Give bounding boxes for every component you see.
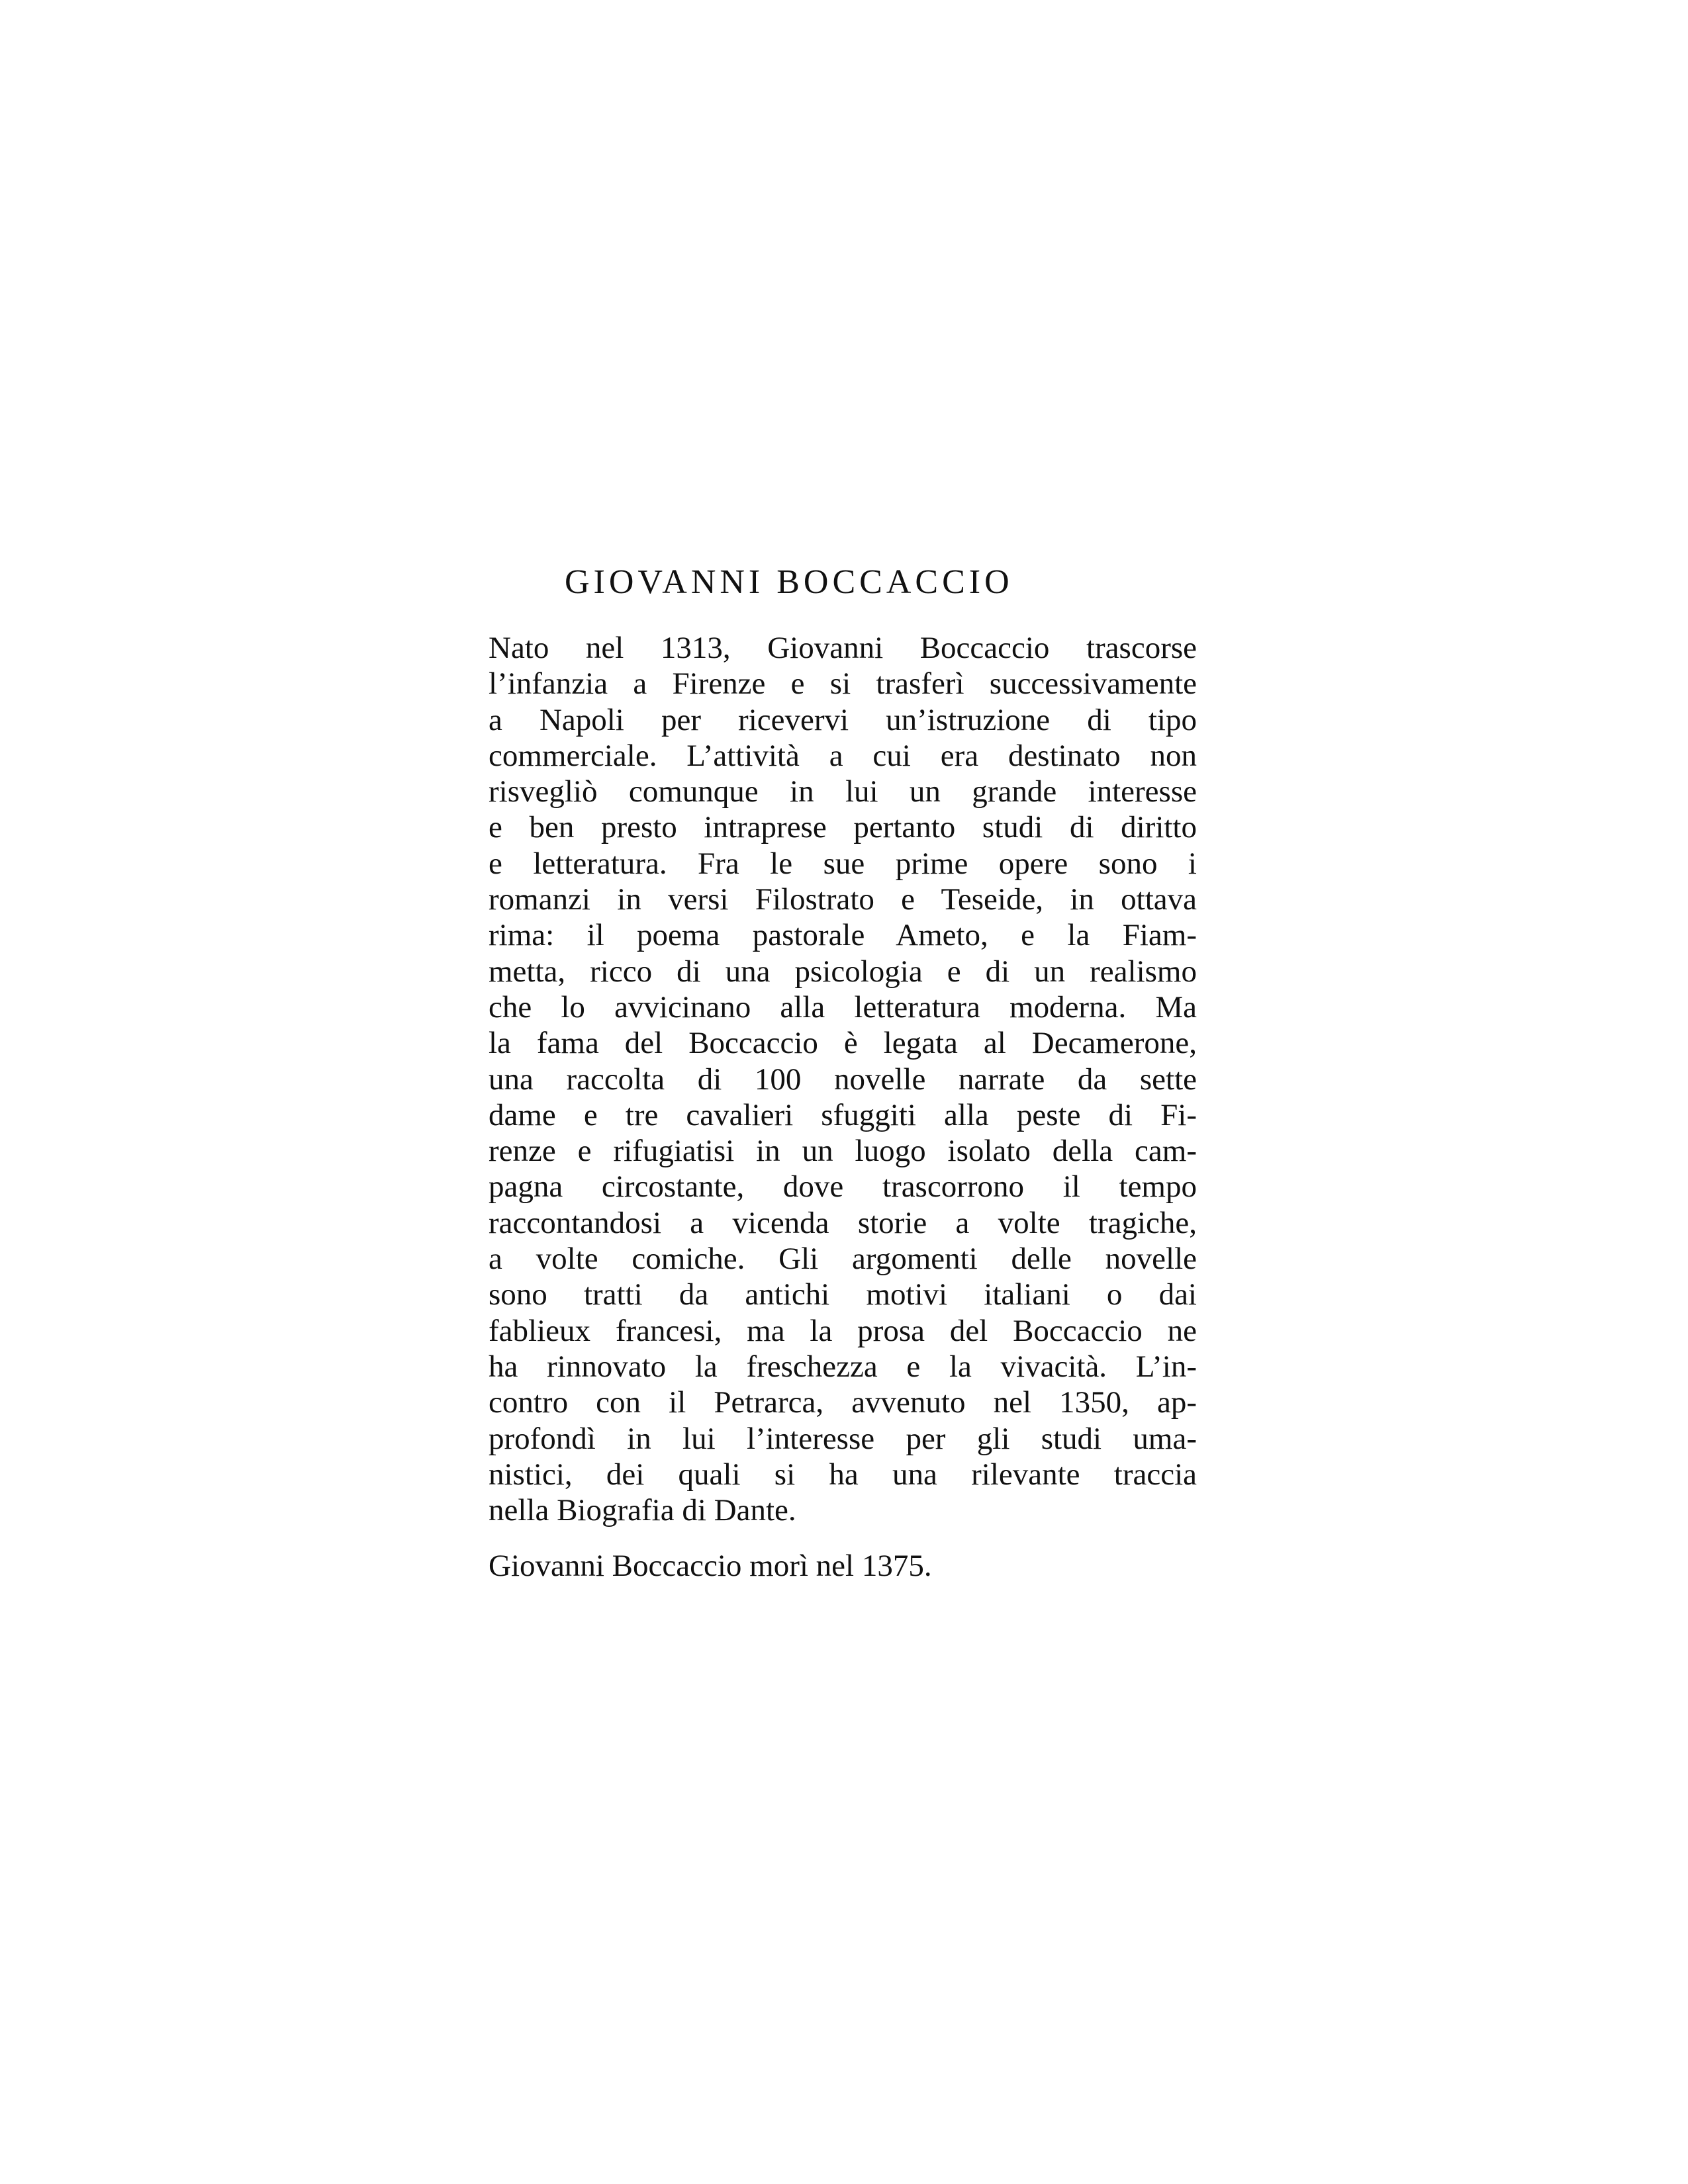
paragraph-line: sono tratti da antichi motivi italiani o dai [489, 1277, 1197, 1312]
paragraph-line: che lo avvicinano alla letteratura moderna. Ma [489, 989, 1197, 1024]
paragraph-line: nella Biografia di Dante. [489, 1493, 796, 1528]
paragraph-line: raccontandosi a vicenda storie a volte tragiche, [489, 1205, 1197, 1240]
closing-line: Giovanni Boccaccio morì nel 1375. [489, 1549, 932, 1584]
paragraph-line: fablieux francesi, ma la prosa del Boccaccio ne [489, 1313, 1197, 1348]
paragraph-line: a Napoli per ricevervi un’istruzione di tipo [489, 702, 1197, 737]
paragraph-line: risvegliò comunque in lui un grande interesse [489, 774, 1197, 809]
paragraph-line: una raccolta di 100 novelle narrate da sette [489, 1062, 1197, 1097]
biography-paragraph [489, 630, 1197, 1528]
paragraph-line: metta, ricco di una psicologia e di un realismo [489, 954, 1197, 989]
paragraph-line: Nato nel 1313, Giovanni Boccaccio trascorse [489, 631, 1197, 665]
page-title: GIOVANNI BOCCACCIO [565, 563, 1013, 601]
paragraph-line: dame e tre cavalieri sfuggiti alla peste di Fi- [489, 1097, 1197, 1132]
biography-page [489, 563, 1197, 1615]
paragraph-line: e ben presto intraprese pertanto studi di diritto [489, 810, 1197, 845]
paragraph-line: e letteratura. Fra le sue prime opere sono i [489, 846, 1197, 881]
paragraph-line: pagna circostante, dove trascorrono il tempo [489, 1169, 1197, 1205]
paragraph-line: renze e rifugiatisi in un luogo isolato della cam- [489, 1134, 1197, 1169]
paragraph-line: rima: il poema pastorale Ameto, e la Fiam- [489, 918, 1197, 953]
paragraph-line: nistici, dei quali si ha una rilevante traccia [489, 1457, 1197, 1492]
paragraph-line: la fama del Boccaccio è legata al Decamerone, [489, 1026, 1197, 1061]
paragraph-line: l’infanzia a Firenze e si trasferì successivamente [489, 666, 1197, 702]
paragraph-line: commerciale. L’attività a cui era destinato non [489, 738, 1197, 773]
paragraph-line: romanzi in versi Filostrato e Teseide, in ottava [489, 882, 1197, 917]
paragraph-line: ha rinnovato la freschezza e la vivacità. L’in- [489, 1349, 1197, 1384]
paragraph-line: profondì in lui l’interesse per gli studi uma- [489, 1421, 1197, 1456]
paragraph-line: contro con il Petrarca, avvenuto nel 1350, ap- [489, 1385, 1197, 1420]
paragraph-line: a volte comiche. Gli argomenti delle novelle [489, 1242, 1197, 1277]
